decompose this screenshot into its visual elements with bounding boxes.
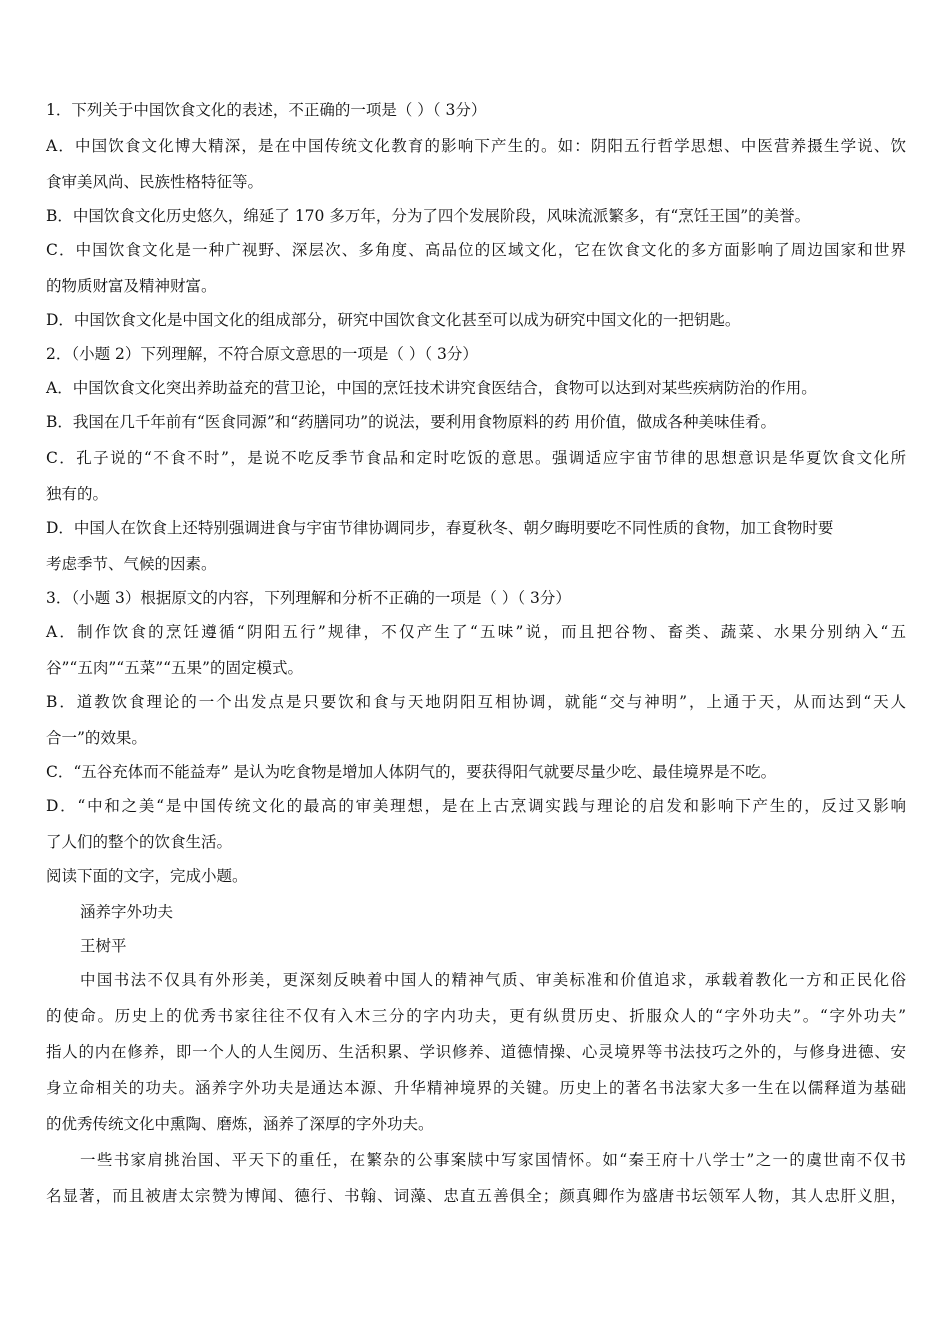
q3-option-a-cont: 谷”“五肉”“五菜”“五果”的固定模式。: [46, 659, 303, 677]
q1-option-c-cont: 的物质财富及精神财富。: [46, 277, 217, 295]
q3-stem: 3．（小题 3）根据原文的内容，下列理解和分析不正确的一项是（ ）（ 3分）: [46, 589, 571, 607]
reading-instruction: 阅读下面的文字，完成小题。: [46, 867, 248, 885]
paragraph-1-line-5: 的优秀传统文化中熏陶、磨炼，涵养了深厚的字外功夫。: [46, 1115, 434, 1133]
paragraph-1-line-4: 身立命相关的功夫。涵养字外功夫是通达本源、升华精神境界的关键。历史上的著名书法家大多一生在以儒释道为基础: [46, 1079, 906, 1097]
article-title: 涵养字外功夫: [80, 903, 174, 921]
paragraph-1-line-3: 指人的内在修养，即一个人的人生阅历、生活积累、学识修养、道德情操、心灵境界等书法技巧之外的，与修身进德、安: [46, 1043, 906, 1061]
paragraph-2-line-2: 名显著，而且被唐太宗赞为博闻、德行、书翰、词藻、忠直五善俱全；颜真卿作为盛唐书坛领军人物，其人忠肝义胆，: [46, 1187, 906, 1205]
q1-option-c: C．中国饮食文化是一种广视野、深层次、多角度、高品位的区域文化，它在饮食文化的多方面影响了周边国家和世界: [46, 241, 906, 259]
q2-option-d: D．中国人在饮食上还特别强调进食与宇宙节律协调同步，春夏秋冬、朝夕晦明要吃不同性质的食物，加工食物时要: [46, 519, 834, 537]
q1-option-d: D．中国饮食文化是中国文化的组成部分，研究中国饮食文化甚至可以成为研究中国文化的一把钥匙。: [46, 311, 741, 329]
paragraph-2-line-1: 一些书家肩挑治国、平天下的重任，在繁杂的公事案牍中写家国情怀。如“秦王府十八学士”之一的虞世南不仅书: [80, 1151, 906, 1169]
q3-option-b: B．道教饮食理论的一个出发点是只要饮和食与天地阴阳互相协调，就能“交与神明”，上通于天，从而达到“天人: [46, 693, 906, 711]
q2-option-d-cont: 考虑季节、气候的因素。: [46, 555, 217, 573]
article-author: 王树平: [80, 937, 127, 955]
q1-option-a-cont: 食审美风尚、民族性格特征等。: [46, 173, 264, 191]
q1-option-a: A．中国饮食文化博大精深，是在中国传统文化教育的影响下产生的。如：阴阳五行哲学思想、中医营养摄生学说、饮: [46, 137, 906, 155]
q1-option-b: B．中国饮食文化历史悠久，绵延了 170 多万年，分为了四个发展阶段，风味流派繁多，有“烹饪王国”的美誉。: [46, 207, 811, 225]
q3-option-d-cont: 了人们的整个的饮食生活。: [46, 833, 233, 851]
paragraph-1-line-1: 中国书法不仅具有外形美，更深刻反映着中国人的精神气质、审美标准和价值追求，承载着教化一方和正民化俗: [80, 971, 906, 989]
q3-option-a: A．制作饮食的烹饪遵循“阴阳五行”规律，不仅产生了“五味”说，而且把谷物、畜类、蔬菜、水果分别纳入“五: [46, 623, 906, 641]
q2-option-a: A．中国饮食文化突出养助益充的营卫论，中国的烹饪技术讲究食医结合，食物可以达到对某些疾病防治的作用。: [46, 379, 817, 397]
q2-option-c: C．孔子说的“不食不时”，是说不吃反季节食品和定时吃饭的意思。强调适应宇宙节律的思想意识是华夏饮食文化所: [46, 449, 906, 467]
q2-option-c-cont: 独有的。: [46, 485, 109, 503]
q3-option-d: D．“中和之美“是中国传统文化的最高的审美理想，是在上古烹调实践与理论的启发和影响下产生的，反过又影响: [46, 797, 906, 815]
q1-stem: 1．下列关于中国饮食文化的表述，不正确的一项是（ ）（ 3分）: [46, 101, 487, 119]
q2-stem: 2．（小题 2）下列理解，不符合原文意思的一项是（ ）（ 3分）: [46, 345, 478, 363]
q3-option-c: C．“五谷充体而不能益寿” 是认为吃食物是增加人体阴气的，要获得阳气就要尽量少吃、最佳境界是不吃。: [46, 763, 777, 781]
q2-option-b: B．我国在几千年前有“医食同源”和“药膳同功”的说法，要利用食物原料的药 用价值，做成各种美味佳肴。: [46, 413, 777, 431]
q3-option-b-cont: 合一”的效果。: [46, 729, 147, 747]
paragraph-1-line-2: 的使命。历史上的优秀书家往往不仅有入木三分的字内功夫，更有纵贯历史、折服众人的“字外功夫”。“字外功夫”: [46, 1007, 906, 1025]
